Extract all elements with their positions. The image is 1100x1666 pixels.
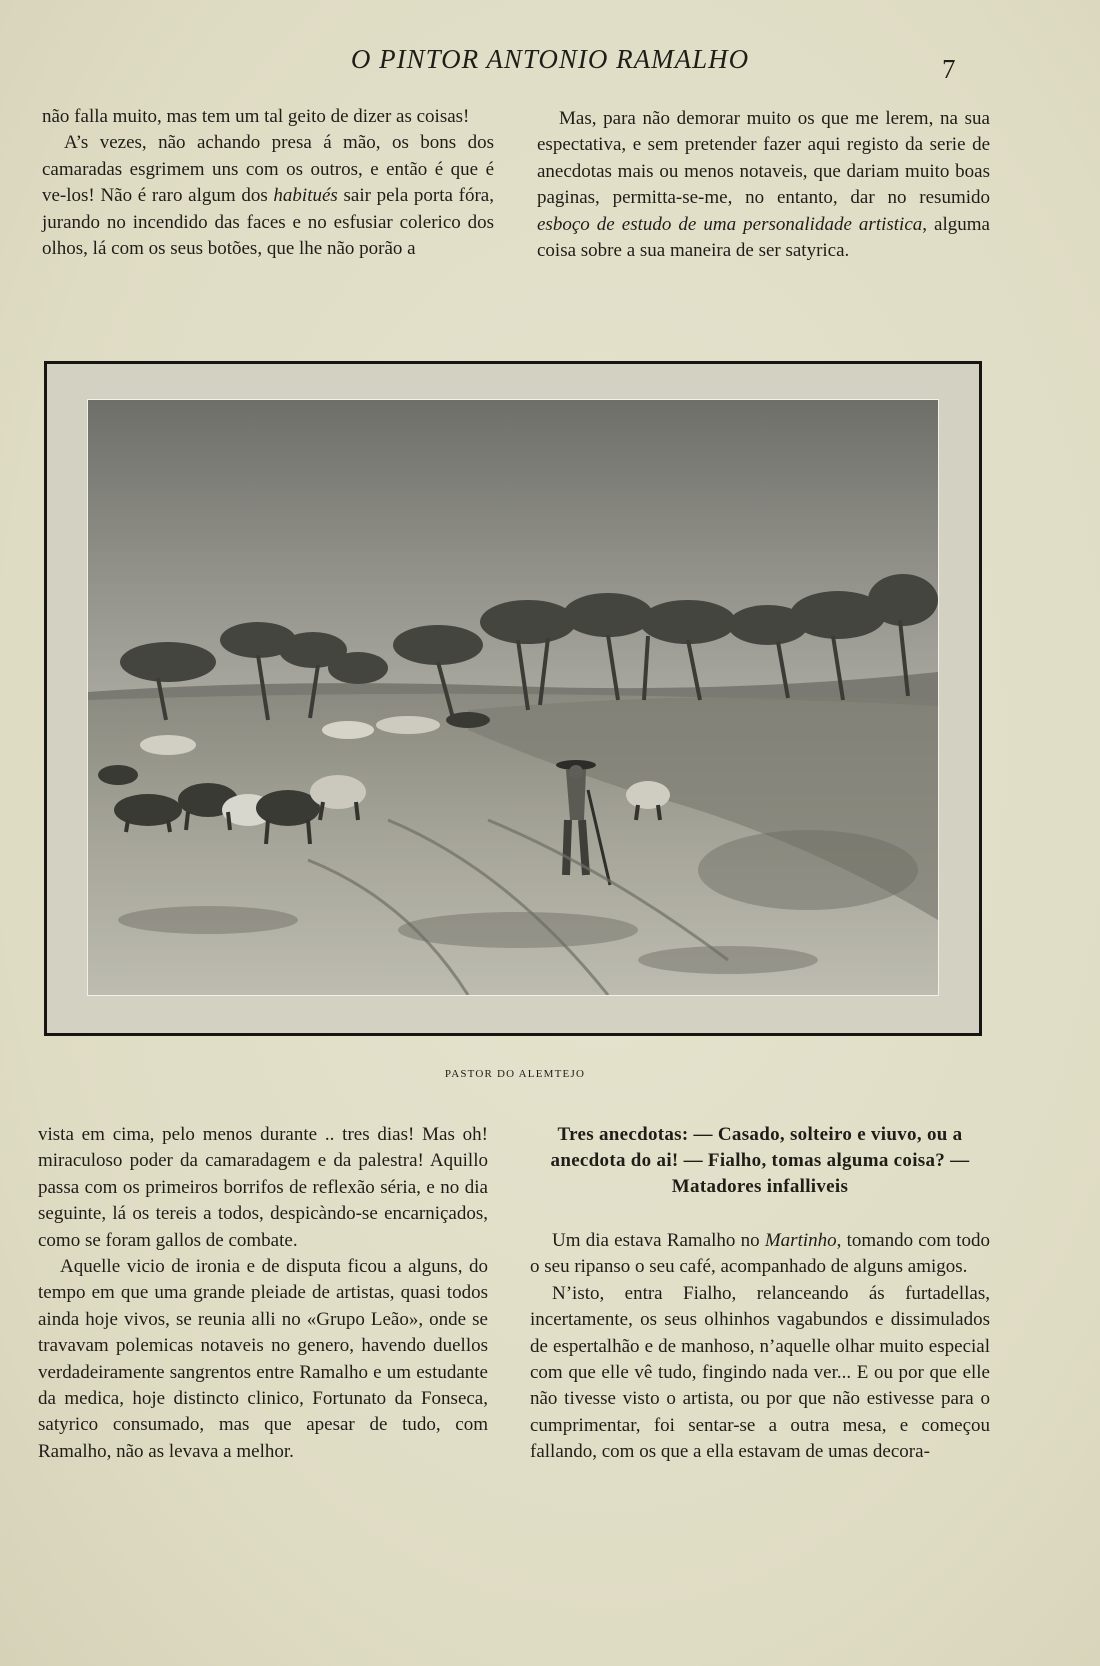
page-number: 7 <box>942 54 956 84</box>
section-heading: Tres anecdotas: — Casado, solteiro e viuvo, ou a anecdota do ai! — Fialho, tomas alguma coisa? — Matadores infalliveis <box>550 1124 970 1197</box>
text-run: A’s vezes, não achando presa á mão, os bons dos camaradas esgrimem uns com os outros, e então é que é ve-los! Não é raro algum dos <box>42 132 494 207</box>
landscape-photo <box>88 400 938 995</box>
italic-phrase: esboço de estudo de uma personalidade artistica <box>537 213 923 235</box>
italic-place-name: Martinho <box>764 1230 837 1251</box>
sky <box>88 400 938 700</box>
column-top-left <box>42 104 494 262</box>
paragraph <box>530 1228 990 1281</box>
column-bottom-left <box>38 1122 488 1465</box>
paragraph <box>42 130 494 262</box>
figure-frame <box>44 361 982 1036</box>
column-top-right <box>537 106 990 264</box>
paragraph <box>537 106 990 264</box>
running-head <box>0 44 1100 84</box>
running-title: O PINTOR ANTONIO RAMALHO <box>350 44 750 74</box>
figure-caption: PASTOR DO ALEMTEJO <box>444 1068 586 1080</box>
text-run: , alguma coisa sobre a sua maneira de ser satyrica. <box>537 213 990 262</box>
italic-term: habitués <box>273 185 338 207</box>
text-run: Mas, para não demorar muito os que me lerem, na sua espectativa, e sem pretender fazer aqui registo da serie de anecdotas mais ou menos notaveis, que dariam muito boas paginas, permitta-se-me, no entanto, dar no resumido <box>537 108 990 209</box>
text-run: , tomando com todo o seu ripanso o seu café, acompanhado de alguns amigos. <box>530 1230 991 1278</box>
column-bottom-right <box>530 1122 990 1466</box>
text-run: sair pela porta fóra, jurando no incendido das faces e no esfusiar colerico dos olhos, lá com os seus botões, que lhe não porão a <box>42 185 494 260</box>
text-run: Um dia estava Ramalho no <box>552 1230 765 1251</box>
paragraph: vista em cima, pelo menos durante .. tres dias! Mas oh! miraculoso poder da camaradagem e da palestra! Aquillo passa com os primeiros borrifos de reflexão séria, e no dia seguinte, lá os tereis a todos, despicàndo-se encarniçados, como se foram gallos de combate. <box>38 1124 488 1251</box>
paragraph: não falla muito, mas tem um tal geito de dizer as coisas! <box>42 106 470 127</box>
photo-mat <box>87 399 939 996</box>
paragraph: Aquelle vicio de ironia e de disputa ficou a alguns, do tempo em que uma grande pleiade de artistas, quasi todos ainda hoje vivos, se reunia alli no «Grupo Leão», onde se travavam polemicas notaveis no genero, havendo duellos verdadeiramente sangrentos entre Ramalho e um estudante da medica, hoje distincto clinico, Fortunato da Fonseca, satyrico consumado, mas que apesar de tudo, com Ramalho, não as levava a melhor. <box>38 1256 488 1462</box>
paragraph: N’isto, entra Fialho, relanceando ás furtadellas, incertamente, os seus olhinhos vagabundos e dissimulados de espertalhão e de manhoso, n’aquelle olhar muito especial com que elle vê tudo, fingindo nada ver... E ou por que elle não tivesse visto o artista, ou por que não estivesse para o cumprimentar, foi sentar-se a outra mesa, e começou fallando, com os que a ella estavam de umas decora- <box>530 1282 990 1463</box>
